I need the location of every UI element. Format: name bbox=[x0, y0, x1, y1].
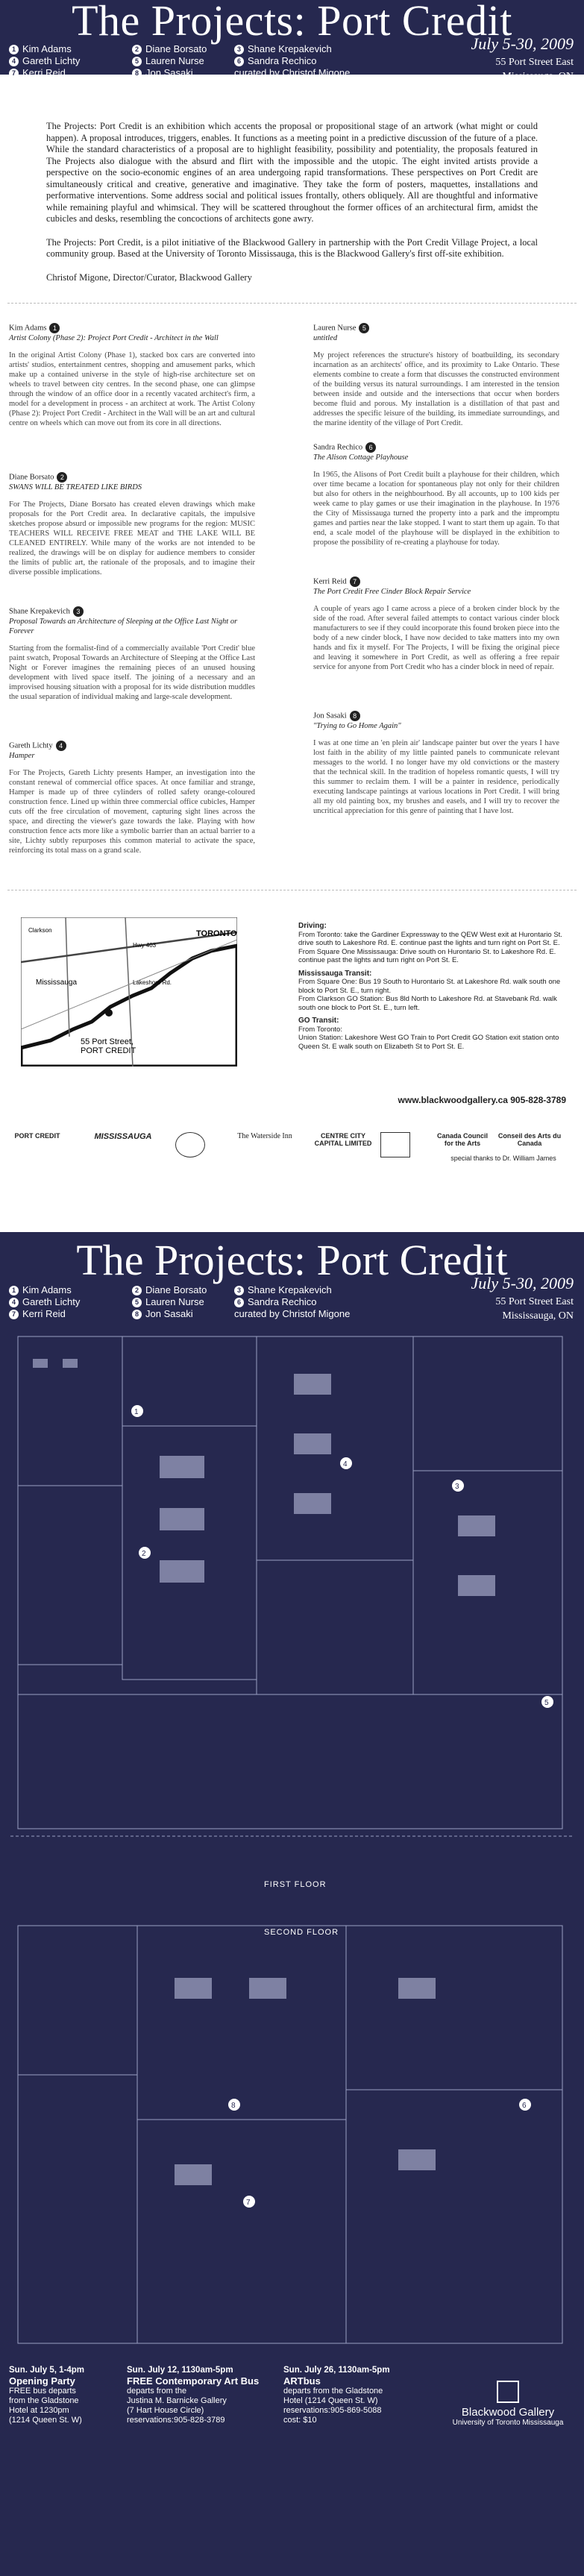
artist-name: Kerri Reid bbox=[22, 1308, 66, 1319]
artist-number: 8 bbox=[132, 1310, 142, 1319]
poster-dates: July 5-30, 2009 bbox=[471, 1274, 574, 1292]
description-body: For The Projects, Gareth Lichty presents Hamper, an investigation into the constant renewal of commercial office spaces. At once familiar and strange, Hamper is made up of three cylinders of rolled safety orange-coloured construction fence. Lined up within three commercial office cubicles, Hamper cuts off the free circulation of movement, capturing sight lines across the space, and directing the viewer's gaze towards the lake. Playing with how construction fence acts more like a symbolic barrier than an actual barrier to a site, Lichty subtly repurposes this common material to activate the space, reinforcing its total mass on a grand scale. bbox=[9, 769, 255, 855]
sponsor-logos bbox=[7, 1132, 577, 1168]
artist-name: Shane Krepakevich bbox=[248, 43, 332, 54]
driving-heading: Driving: bbox=[298, 922, 327, 930]
artist-name: Gareth Lichty bbox=[22, 1296, 81, 1307]
artist-item bbox=[234, 43, 332, 55]
artist-number: 8 bbox=[132, 69, 142, 78]
emblem-logo bbox=[380, 1132, 410, 1157]
event-item bbox=[9, 2366, 143, 2425]
event-line: departs from the Gladstone bbox=[283, 2387, 383, 2396]
artist-name: Jon Sasaki bbox=[145, 67, 193, 78]
artist-name: Shane Krepakevich bbox=[248, 1284, 332, 1295]
artist-name: Sandra Rechico bbox=[248, 55, 317, 66]
description-artist: Sandra Rechico bbox=[313, 443, 363, 452]
artist-name: Diane Borsato bbox=[145, 1284, 207, 1295]
description-block bbox=[9, 472, 255, 577]
canada-council-logo: Canada Council for the Arts bbox=[436, 1132, 488, 1147]
description-block bbox=[9, 741, 255, 855]
blackwood-gallery-logo bbox=[441, 2381, 575, 2427]
artist-number: 4 bbox=[9, 57, 19, 66]
artist-item bbox=[9, 1308, 66, 1320]
event-line: FREE bus departs bbox=[9, 2387, 76, 2396]
description-block bbox=[9, 323, 255, 428]
divider bbox=[7, 303, 577, 304]
floor-plan bbox=[10, 1329, 574, 2358]
directions-text bbox=[298, 917, 574, 1051]
event-line: reservations:905-869-5088 bbox=[283, 2406, 382, 2415]
gallery-name: Blackwood Gallery bbox=[461, 2406, 555, 2419]
svg-text:3: 3 bbox=[455, 1483, 459, 1491]
transit-heading: Mississauga Transit: bbox=[298, 969, 372, 978]
directions-line: Union Station: Lakeshore West GO Train to Port Credit GO Station exit station onto Queen St. E walk south on Elizabeth St to Port St. E. bbox=[298, 1034, 559, 1051]
artist-number: 6 bbox=[234, 1298, 244, 1307]
description-number: 1 bbox=[49, 323, 60, 333]
description-body: In 1965, the Alisons of Port Credit built a playhouse for their children, which over time became a location for spontaneous play not only for their children but also for others in the neighbourhood. By all accounts, up to 100 kids per week came to play games or use their imagination in the playhouse. In 1976 the City of Mississauga turned the property into a park and the impromptu games and parties near the lake stopped. I want to start them up again. To that end, a scale model of the playhouse will be displayed in the exhibition to propose the possibility of re-creating a playhouse for today. bbox=[313, 471, 559, 547]
directions-line: From Square One: Bus 19 South to Hurontario St. at Lakeshore Rd. walk south one block to Port St. E., turn right. bbox=[298, 978, 561, 995]
directions-line: From Square One Mississauga: Drive south on Hurontario St. to Lakeshore Rd. E. continue past the lights and turn right on Port St. E. bbox=[298, 947, 556, 964]
event-line: cost: $10 bbox=[283, 2416, 317, 2425]
poster-title: The Projects: Port Credit bbox=[76, 1236, 508, 1284]
svg-text:4: 4 bbox=[343, 1460, 348, 1468]
intro-paragraph: The Projects: Port Credit, is a pilot initiative of the Blackwood Gallery in partnership with the Port Credit Village Project, a local community group. Based at the University of Toronto Mississauga, this is the Blackwood Gallery's first off-site exhibition. bbox=[46, 236, 538, 259]
description-block bbox=[313, 577, 559, 672]
map-label-lake: Lakeshore Rd. bbox=[133, 979, 172, 986]
description-artist: Lauren Nurse bbox=[313, 324, 357, 333]
first-floor-label: FIRST FLOOR bbox=[264, 1880, 327, 1889]
svg-text:5: 5 bbox=[544, 1699, 549, 1707]
description-artist: Gareth Lichty bbox=[9, 741, 53, 750]
artist-item bbox=[9, 1296, 80, 1308]
directions-line: From Toronto: take the Gardiner Expressway to the QEW West exit at Hurontario St. drive south to Lakeshore Rd. E. continue past the lights and turn right on Port St. E. bbox=[298, 930, 562, 947]
event-title: Opening Party bbox=[9, 2375, 75, 2387]
curated-by: curated by Christof Migone bbox=[234, 67, 351, 78]
artist-number: 3 bbox=[234, 1286, 244, 1295]
description-number: 5 bbox=[359, 323, 369, 333]
artist-item bbox=[9, 67, 66, 79]
event-title: FREE Contemporary Art Bus bbox=[127, 2375, 260, 2387]
seal-logo bbox=[175, 1132, 205, 1157]
artist-number: 1 bbox=[9, 1286, 19, 1295]
artist-name: Jon Sasaki bbox=[145, 1308, 193, 1319]
artist-item bbox=[9, 43, 72, 55]
description-block bbox=[313, 442, 559, 547]
artist-number: 6 bbox=[234, 57, 244, 66]
svg-text:8: 8 bbox=[231, 2102, 236, 2110]
poster-address bbox=[495, 1295, 574, 1323]
artist-name: Gareth Lichty bbox=[22, 55, 81, 66]
description-artist: Kerri Reid bbox=[313, 577, 347, 586]
intro-paragraph: The Projects: Port Credit is an exhibition which accents the proposal or propositional stage of an artwork (what might or could happen). A proposal introduces, triggers, enables. It functions as a meeting point in a predictive discussion of the future of a place. While the standard characteristics of a proposal are to highlight feasibility, possibility and potentiality, the proposals featured in The Projects also dialogue with the absurd and flirt with the impossible and the utopic. The eight invited artists provide a perspective on the socio-economic engines of an area undergoing rapid transformations. These perspectives on Port Credit are simultaneously critical and creative, generative and imaginative. They take the form of posters, maquettes, installations and performative interventions. Some address social and political issues frontally, others obliquely. All are thoughtful and informative while remaining playful and whimsical. They will be scattered throughout the former offices of an architectural firm, amidst the cubicles and desks, resembling the concoctions of architects gone awry. bbox=[46, 121, 538, 224]
location-map bbox=[21, 917, 237, 1066]
artist-item bbox=[9, 1284, 72, 1296]
event-line: reservations:905-828-3789 bbox=[127, 2416, 225, 2425]
exhibition-address bbox=[495, 55, 574, 84]
event-title: ARTbus bbox=[283, 2375, 321, 2387]
description-body: In the original Artist Colony (Phase 1), stacked box cars are converted into artists' studios, entertainment centres, shopping and amusement parks, which make up a contained universe in the style of high-rise architecture set on wheels to travel between city centres. In the second phase, one can glimpse through the window of an office door in a recently vacated architect's firm, a model for a development in process - an architect at work. The Artist Colony (Phase 2): Project Port Credit - Architect in the Wall will be an art and cultural centre on wheels which can move out from its core in all directions. bbox=[9, 351, 255, 427]
port-credit-logo: PORT CREDIT bbox=[14, 1132, 60, 1140]
svg-text:6: 6 bbox=[522, 2102, 527, 2110]
map-label-marker2: PORT CREDIT bbox=[81, 1046, 136, 1055]
artist-item bbox=[132, 1284, 207, 1296]
description-work: untitled bbox=[313, 334, 338, 342]
artist-descriptions bbox=[0, 323, 584, 890]
directions-section bbox=[0, 910, 584, 1162]
artist-name: Diane Borsato bbox=[145, 43, 207, 54]
event-line: Justina M. Barnicke Gallery bbox=[127, 2396, 227, 2405]
address-line: Mississauga, ON bbox=[502, 71, 574, 82]
description-body: For The Projects, Diane Borsato has created eleven drawings which make proposals for the Port Credit area. In declarative capitals, the impulsive sketches propose absurd or impossible new programs for the region: MUSIC TEACHERS WILL RECEIVE FREE MEAT and THE LAKE WILL BE CLEANED ENTIRELY. While many of the works are not intended to be realized, the drawings will be on display for audience members to consider the limits of public art, the rationale of the proposals, and to imagine their diverse possible implications. bbox=[9, 500, 255, 577]
artist-item bbox=[9, 55, 80, 67]
gallery-university: University of Toronto Mississauga bbox=[452, 2419, 564, 2427]
artist-item bbox=[234, 1296, 317, 1308]
page-title: The Projects: Port Credit bbox=[72, 0, 512, 45]
intro-signature: Christof Migone, Director/Curator, Blackwood Gallery bbox=[46, 271, 252, 283]
event-line: from the Gladstone bbox=[9, 2396, 79, 2405]
artist-number: 2 bbox=[132, 45, 142, 54]
intro-text bbox=[0, 75, 584, 283]
svg-text:7: 7 bbox=[246, 2199, 251, 2207]
event-date: Sun. July 12, 1130am-5pm bbox=[127, 2366, 233, 2375]
description-body: A couple of years ago I came across a piece of a broken cinder block by the side of the road. After several failed attempts to contact various cinder block manufacturers to see if they could incorporate this found broken piece into the body of a new cinder block, I have now decided to take matters into my own hands and fix it myself. For The Projects, I will be fixing the original piece and leaving it somewhere in Port Credit, as well as offering a free repair service for anyone from Port Credit who has a cinder block in need of repair. bbox=[313, 605, 559, 671]
description-artist: Diane Borsato bbox=[9, 473, 54, 482]
event-line: Hotel (1214 Queen St. W) bbox=[283, 2396, 378, 2405]
description-artist: Jon Sasaki bbox=[313, 711, 347, 720]
artist-name: Kim Adams bbox=[22, 1284, 72, 1295]
description-block bbox=[313, 323, 559, 428]
artist-item bbox=[132, 67, 193, 79]
description-work: Proposal Towards an Architecture of Sleeping at the Office Last Night or Forever bbox=[9, 618, 238, 635]
artist-item bbox=[234, 1284, 332, 1296]
artist-number: 3 bbox=[234, 45, 244, 54]
artist-name: Lauren Nurse bbox=[145, 1296, 204, 1307]
event-date: Sun. July 26, 1130am-5pm bbox=[283, 2366, 390, 2375]
description-body: I was at one time an 'en plein air' landscape painter but over the years I have lost faith in the ability of my little painted panels to communicate relevant messages to the world. I no longer have my old convictions or the mastery that the technical skill. In the tradition of hopeless romantic quests, I will try this summer to reclaim them. I will be a painter in residence, periodically executing landscape paintings at various locations in Port Credit. I will bring all my old painting box, my brushes and easels, and I will try to recover the uncritical appreciation for this genre of painting that I have lost. bbox=[313, 739, 559, 815]
go-heading: GO Transit: bbox=[298, 1017, 339, 1025]
artist-item bbox=[132, 43, 207, 55]
description-number: 7 bbox=[350, 577, 360, 587]
artist-item bbox=[132, 1308, 193, 1320]
svg-text:2: 2 bbox=[142, 1550, 146, 1558]
map-label-marker: 55 Port Street, bbox=[81, 1037, 134, 1046]
artist-name: Lauren Nurse bbox=[145, 55, 204, 66]
map-label-toronto: TORONTO bbox=[196, 929, 237, 938]
gallery-emblem-icon bbox=[497, 2381, 519, 2403]
special-thanks: special thanks to Dr. William James bbox=[450, 1155, 556, 1162]
event-line: (7 Hart House Circle) bbox=[127, 2406, 204, 2415]
artist-number: 7 bbox=[9, 1310, 19, 1319]
artist-number: 1 bbox=[9, 45, 19, 54]
description-block bbox=[313, 711, 559, 816]
map-label-clarkson: Clarkson bbox=[28, 927, 52, 934]
gallery-url[interactable]: www.blackwoodgallery.ca 905-828-3789 bbox=[398, 1095, 566, 1105]
artist-number: 4 bbox=[9, 1298, 19, 1307]
description-work: Hamper bbox=[9, 752, 35, 760]
artist-name: Kerri Reid bbox=[22, 67, 66, 78]
artist-item bbox=[132, 55, 204, 67]
description-number: 2 bbox=[57, 472, 67, 483]
event-item bbox=[127, 2366, 261, 2425]
centre-city-logo: CENTRE CITY CAPITAL LIMITED bbox=[314, 1132, 372, 1147]
map-label-mississauga: Mississauga bbox=[36, 978, 78, 987]
directions-line: From Clarkson GO Station: Bus 8ld North to Lakeshore Rd. at Stavebank Rd. walk south one block to Port St. E., turn left. bbox=[298, 995, 557, 1012]
description-artist: Shane Krepakevich bbox=[9, 607, 70, 616]
description-number: 6 bbox=[365, 442, 376, 453]
description-work: Artist Colony (Phase 2): Project Port Credit - Architect in the Wall bbox=[9, 334, 219, 342]
mississauga-logo: MISSISSAUGA bbox=[94, 1132, 152, 1141]
artist-number: 2 bbox=[132, 1286, 142, 1295]
map-label-hwy: Hwy 403 bbox=[133, 942, 157, 949]
event-line: Hotel at 1230pm bbox=[9, 2406, 69, 2415]
artist-name: Sandra Rechico bbox=[248, 1296, 317, 1307]
header-banner bbox=[0, 0, 584, 82]
event-date: Sun. July 5, 1-4pm bbox=[9, 2366, 84, 2375]
description-work: "Trying to Go Home Again" bbox=[313, 722, 401, 730]
description-block bbox=[9, 606, 255, 702]
description-number: 8 bbox=[350, 711, 360, 721]
artist-number: 7 bbox=[9, 69, 19, 78]
artist-name: Kim Adams bbox=[22, 43, 72, 54]
floorplan-poster bbox=[0, 1232, 584, 2576]
description-number: 3 bbox=[73, 606, 84, 617]
conseil-des-arts-logo: Conseil des Arts du Canada bbox=[497, 1132, 562, 1147]
description-body: My project references the structure's history of boatbuilding, its secondary incarnation as an architects' office, and its proximity to Lake Ontario. These elements combine to create a form that discusses the constructed environment of the building versus its natural surroundings. I am interested in the tension between inside and outside and the intersections that occur when borders become fluid and porous. My installation is a distillation of that past and addresses the specific leisure of the building, its immediate surroundings, and the marine identity of the village of Port Credit. bbox=[313, 351, 559, 427]
event-item bbox=[283, 2366, 418, 2425]
curated-by: curated by Christof Migone bbox=[234, 1308, 351, 1319]
artist-item bbox=[132, 1296, 204, 1308]
event-line: departs from the bbox=[127, 2387, 187, 2396]
description-work: The Alison Cottage Playhouse bbox=[313, 453, 409, 462]
svg-text:1: 1 bbox=[134, 1408, 139, 1416]
address-line: Mississauga, ON bbox=[502, 1310, 574, 1322]
event-line: (1214 Queen St. W) bbox=[9, 2416, 82, 2425]
description-body: Starting from the formalist-find of a commercially available 'Port Credit' blue paint swatch, Proposal Towards an Architecture of Sleeping at the Office Last Night or Forever imagines the remaining pieces of an unused housing development with lived space itself. The joining of a necessary and an improvised housing situation with a proposal for its wide distribution muddles the usual separation of individual making and large-scale development. bbox=[9, 644, 255, 701]
description-work: SWANS WILL BE TREATED LIKE BIRDS bbox=[9, 483, 142, 491]
address-line: 55 Port Street East bbox=[495, 1296, 574, 1307]
exhibition-dates: July 5-30, 2009 bbox=[471, 34, 574, 53]
artist-item bbox=[234, 55, 317, 67]
description-artist: Kim Adams bbox=[9, 324, 47, 333]
description-work: The Port Credit Free Cinder Block Repair Service bbox=[313, 588, 471, 596]
artist-number: 5 bbox=[132, 1298, 142, 1307]
directions-line: From Toronto: bbox=[298, 1025, 342, 1034]
description-number: 4 bbox=[56, 741, 66, 751]
waterside-inn-logo: The Waterside Inn bbox=[237, 1132, 292, 1140]
artist-number: 5 bbox=[132, 57, 142, 66]
address-line: 55 Port Street East bbox=[495, 57, 574, 68]
second-floor-label: SECOND FLOOR bbox=[264, 1928, 339, 1937]
